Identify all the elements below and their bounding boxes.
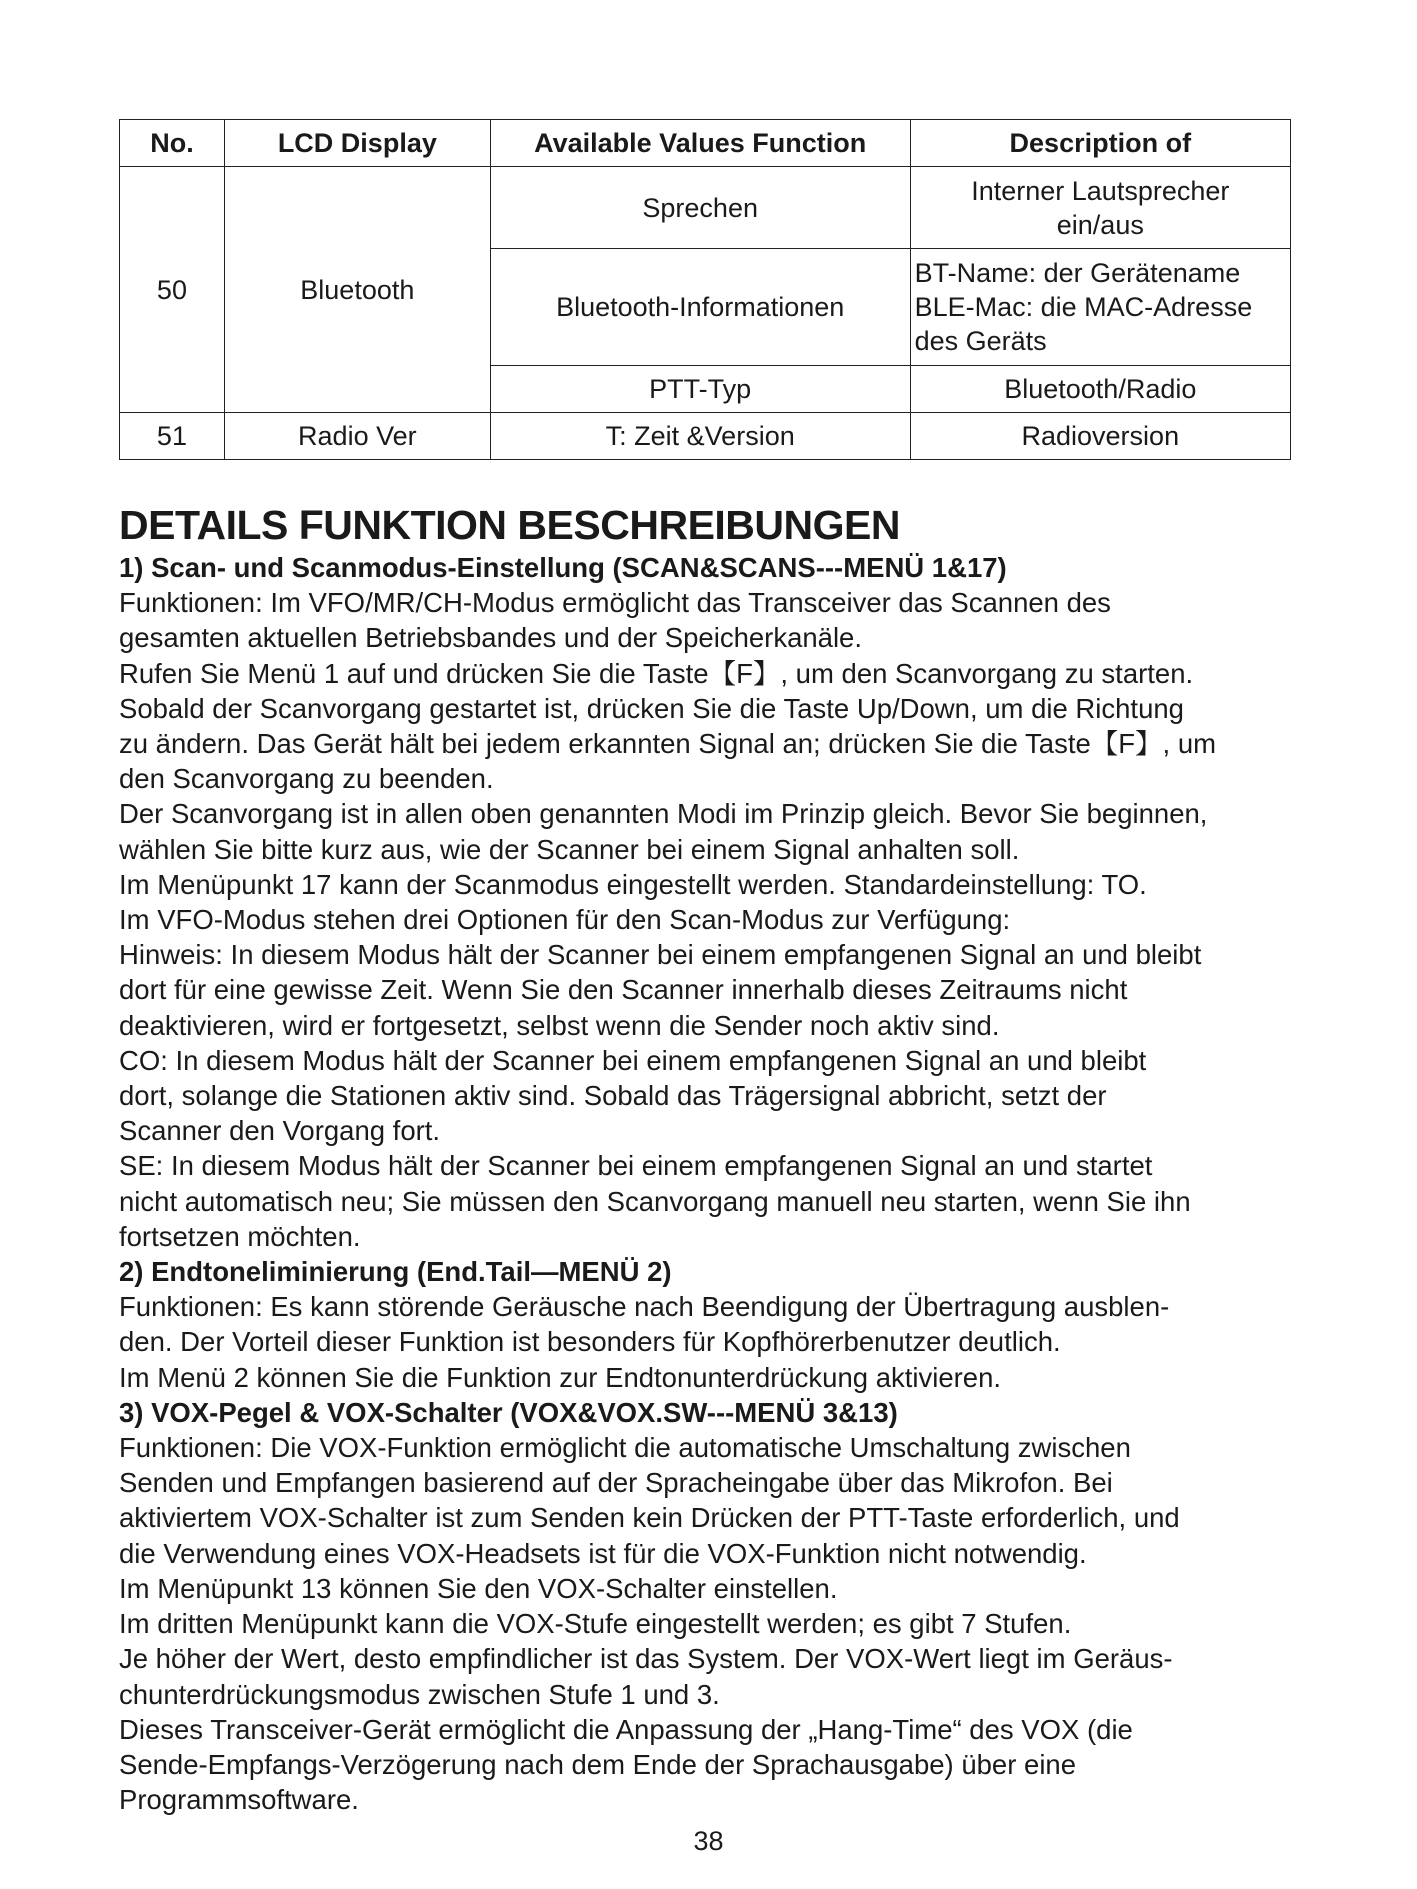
paragraph-line: den. Der Vorteil dieser Funktion ist besonders für Kopfhörerbenutzer deutlich.: [119, 1326, 1061, 1358]
paragraph-line: Hinweis: In diesem Modus hält der Scanner bei einem empfangenen Signal an und bleibt: [119, 939, 1202, 971]
header-no: No.: [120, 120, 225, 167]
table-row: [120, 167, 1291, 249]
paragraph-line: Funktionen: Im VFO/MR/CH-Modus ermöglicht das Transceiver das Scannen des: [119, 587, 1111, 619]
paragraph-line: Sende-Empfangs-Verzögerung nach dem Ende der Sprachausgabe) über eine: [119, 1748, 1077, 1780]
subsection-title: 1) Scan- und Scanmodus-Einstellung (SCAN&SCANS---MENÜ 1&17): [119, 552, 1007, 583]
subsection-title: 2) Endtoneliminierung (End.Tail—MENÜ 2): [119, 1256, 672, 1288]
paragraph-line: SE: In diesem Modus hält der Scanner bei einem empfangenen Signal an und startet: [119, 1150, 1153, 1182]
paragraph-line: CO: In diesem Modus hält der Scanner bei einem empfangenen Signal an und bleibt: [119, 1044, 1147, 1076]
header-description: Description of: [910, 120, 1290, 167]
cell-no: 50: [120, 167, 225, 413]
paragraph-line: Im Menüpunkt 17 kann der Scanmodus eingestellt werden. Standardeinstellung: TO.: [119, 868, 1147, 900]
paragraph-line: Der Scanvorgang ist in allen oben genannten Modi im Prinzip gleich. Bevor Sie beginnen,: [119, 798, 1208, 830]
header-lcd-display: LCD Display: [224, 120, 490, 167]
page-number: 38: [693, 1826, 724, 1856]
cell-lcd: Bluetooth: [224, 167, 490, 413]
cell-value: T: Zeit &Version: [490, 413, 910, 460]
desc-line: ein/aus: [1056, 209, 1144, 240]
desc-line: BLE-Mac: die MAC-Adresse: [914, 292, 1253, 322]
table-row: [120, 413, 1291, 460]
cell-value: Sprechen: [490, 167, 910, 249]
section-heading: DETAILS FUNKTION BESCHREIBUNGEN: [119, 502, 900, 548]
desc-line: Interner Lautsprecher: [971, 175, 1230, 206]
desc-line: BT-Name: der Gerätename: [914, 258, 1241, 288]
paragraph-line: dort für eine gewisse Zeit. Wenn Sie den Scanner innerhalb dieses Zeitraums nicht: [119, 974, 1128, 1006]
menu-table: [119, 119, 1291, 460]
cell-no: 51: [120, 413, 225, 460]
cell-value: PTT-Typ: [490, 366, 910, 413]
paragraph-line: Im Menü 2 können Sie die Funktion zur Endtonunterdrückung aktivieren.: [119, 1361, 1002, 1393]
paragraph-line: Funktionen: Die VOX-Funktion ermöglicht die automatische Umschaltung zwischen: [119, 1432, 1131, 1464]
paragraph-line: Je höher der Wert, desto empfindlicher ist das System. Der VOX-Wert liegt im Geräus-: [119, 1643, 1173, 1675]
paragraph-line: die Verwendung eines VOX-Headsets ist für die VOX-Funktion nicht notwendig.: [119, 1537, 1087, 1569]
desc-line: des Geräts: [914, 326, 1047, 356]
paragraph-line: den Scanvorgang zu beenden.: [119, 763, 494, 795]
paragraph-line: Im dritten Menüpunkt kann die VOX-Stufe eingestellt werden; es gibt 7 Stufen.: [119, 1608, 1072, 1640]
paragraph-line: Programmsoftware.: [119, 1784, 359, 1816]
cell-desc: Bluetooth/Radio: [910, 366, 1290, 413]
paragraph-line: Funktionen: Es kann störende Geräusche nach Beendigung der Übertragung ausblen-: [119, 1291, 1170, 1323]
cell-value: Bluetooth-Informationen: [490, 249, 910, 366]
paragraph-line: zu ändern. Das Gerät hält bei jedem erkannten Signal an; drücken Sie die Taste【F】, um: [119, 728, 1217, 760]
cell-desc: Radioversion: [910, 413, 1290, 460]
paragraph-line: aktiviertem VOX-Schalter ist zum Senden kein Drücken der PTT-Taste erforderlich, und: [119, 1502, 1180, 1534]
paragraph-line: gesamten aktuellen Betriebsbandes und der Speicherkanäle.: [119, 622, 862, 654]
paragraph-line: deaktivieren, wird er fortgesetzt, selbst wenn die Sender noch aktiv sind.: [119, 1009, 1000, 1041]
cell-desc: [910, 167, 1290, 249]
paragraph-line: nicht automatisch neu; Sie müssen den Scanvorgang manuell neu starten, wenn Sie ihn: [119, 1185, 1191, 1217]
paragraph-line: Dieses Transceiver-Gerät ermöglicht die Anpassung der „Hang-Time“ des VOX (die: [119, 1713, 1133, 1745]
paragraph-line: Senden und Empfangen basierend auf der Spracheingabe über das Mikrofon. Bei: [119, 1467, 1113, 1499]
cell-lcd: Radio Ver: [224, 413, 490, 460]
paragraph-line: wählen Sie bitte kurz aus, wie der Scanner bei einem Signal anhalten soll.: [119, 833, 1020, 865]
paragraph-line: Im VFO-Modus stehen drei Optionen für den Scan-Modus zur Verfügung:: [119, 904, 1011, 936]
paragraph-line: Sobald der Scanvorgang gestartet ist, drücken Sie die Taste Up/Down, um die Richtung: [119, 692, 1184, 724]
paragraph-line: dort, solange die Stationen aktiv sind. Sobald das Trägersignal abbricht, setzt der: [119, 1080, 1107, 1112]
details-section: [119, 500, 1299, 1817]
cell-desc: [910, 249, 1290, 366]
sections-container: [119, 550, 1299, 1817]
header-available-values: Available Values Function: [490, 120, 910, 167]
paragraph-line: Im Menüpunkt 13 können Sie den VOX-Schalter einstellen.: [119, 1572, 838, 1604]
subsection-title: 3) VOX-Pegel & VOX-Schalter (VOX&VOX.SW---MENÜ 3&13): [119, 1396, 898, 1428]
table-header-row: [120, 120, 1291, 167]
paragraph-line: Rufen Sie Menü 1 auf und drücken Sie die Taste【F】, um den Scanvorgang zu starten.: [119, 657, 1194, 689]
paragraph-line: fortsetzen möchten.: [119, 1220, 361, 1252]
paragraph-line: Scanner den Vorgang fort.: [119, 1115, 441, 1147]
paragraph-line: chunterdrückungsmodus zwischen Stufe 1 und 3.: [119, 1678, 720, 1710]
